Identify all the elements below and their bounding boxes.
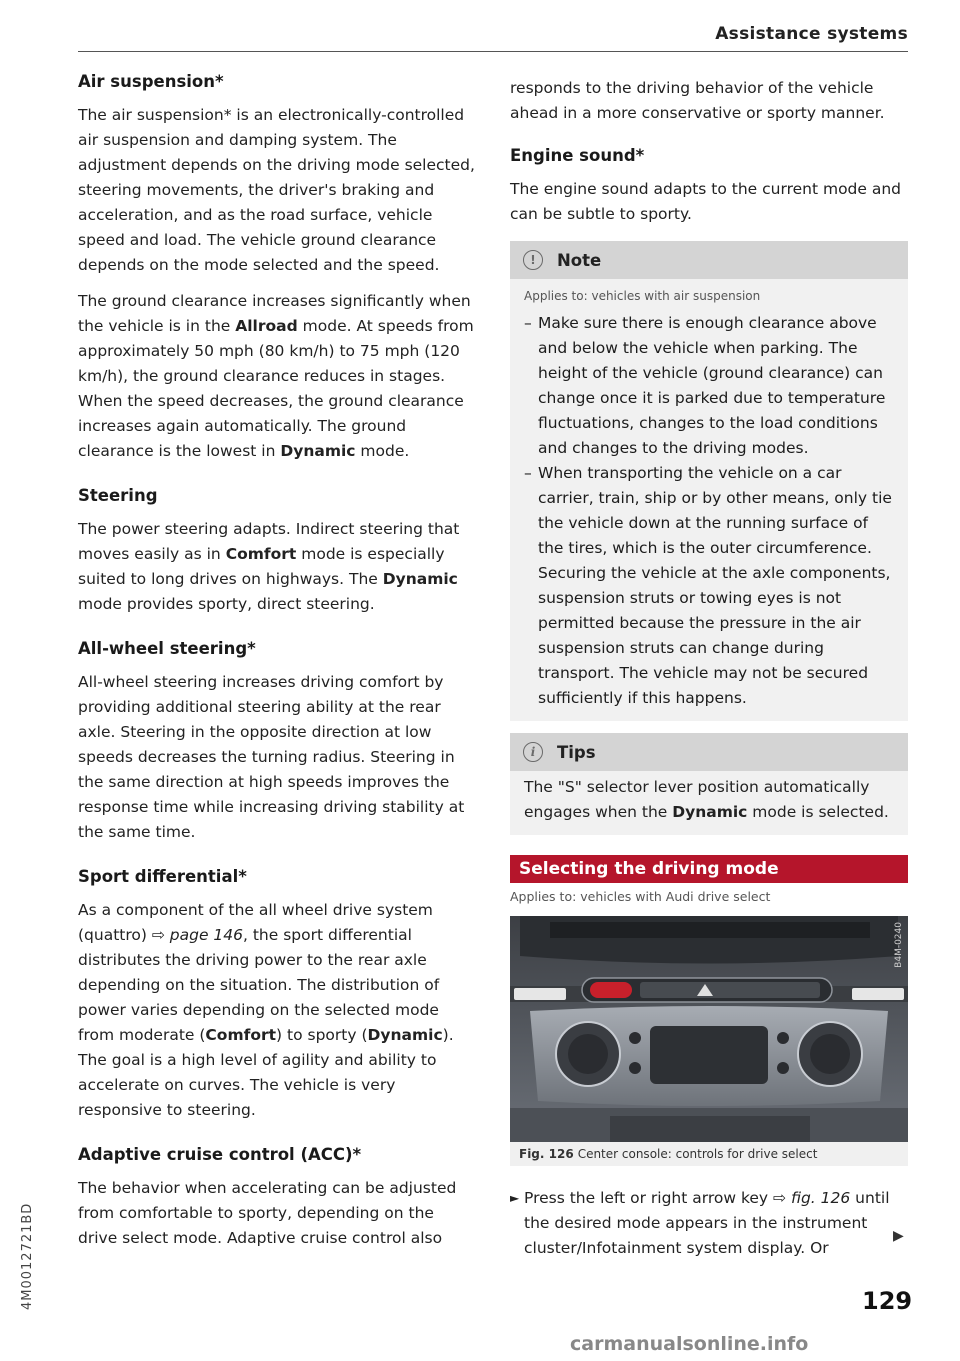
note-header	[510, 241, 908, 279]
section-air-suspension	[78, 70, 478, 464]
heading-air-suspension: Air suspension*	[78, 72, 224, 91]
heading-sport-differential: Sport differential*	[78, 867, 247, 886]
paragraph: The engine sound adapts to the current mode and can be subtle to sporty.	[510, 180, 902, 223]
heading-all-wheel-steering: All-wheel steering*	[78, 639, 256, 658]
heading-engine-sound: Engine sound*	[510, 146, 645, 165]
note-title: Note	[557, 250, 602, 270]
section-sport-differential	[78, 865, 478, 1123]
tips-title: Tips	[557, 742, 596, 762]
heading-acc: Adaptive cruise control (ACC)*	[78, 1145, 362, 1164]
continue-arrow-icon: ▶	[893, 1228, 904, 1244]
figure-code: B4M-0240	[894, 922, 904, 968]
figure-center-console	[510, 916, 908, 1142]
selecting-applies: Applies to: vehicles with Audi drive select	[510, 889, 771, 904]
figure-label: Fig. 126	[519, 1147, 574, 1161]
note-body	[510, 279, 908, 721]
section-engine-sound	[510, 144, 908, 227]
page-number: 129	[862, 1287, 913, 1315]
step-instruction: ► Press the left or right arrow key ⇨ fig. 126 until the desired mode appears in the instrument cluster/Infotainment system display. Or	[510, 1186, 908, 1261]
page-reference-link[interactable]: ⇨ page 146	[151, 926, 243, 944]
paragraph: responds to the driving behavior of the vehicle ahead in a more conservative or sporty manner.	[510, 79, 885, 122]
watermark: carmanualsonline.info	[570, 1333, 809, 1355]
note-list	[524, 311, 894, 711]
figure-caption: Fig. 126 Center console: controls for drive select	[510, 1142, 908, 1166]
tips-box	[510, 733, 908, 835]
list-item: – Make sure there is enough clearance above and below the vehicle when parking. The height of the vehicle (ground clearance) can change once it is parked due to temperature fluctuations, changes to the load conditions and changes to the driving modes.	[524, 311, 894, 461]
paragraph: All-wheel steering increases driving comfort by providing additional steering ability at the rear axle. Steering in the opposite direction at low speeds decreases the turning radius. Steering in the same direction at high speeds improves the response time while increasing driving stability at the same time.	[78, 673, 465, 841]
page-header-title: Assistance systems	[715, 24, 908, 44]
step-triangle-icon: ►	[510, 1191, 520, 1205]
side-document-code: 4M0012721BD	[20, 1202, 35, 1310]
left-column	[78, 70, 478, 1262]
note-applies: Applies to: vehicles with air suspension	[524, 289, 761, 303]
paragraph: The ground clearance increases significantly when the vehicle is in the Allroad mode. At speeds from approximately 50 mph (80 km/h) to 75 mph (120 km/h), the ground clearance reduces in stages. When the speed decreases, the ground clearance increases again automatically. The ground clearance is the lowest in Dynamic mode.	[78, 292, 474, 460]
section-acc	[78, 1143, 478, 1251]
tips-header	[510, 733, 908, 771]
note-box	[510, 241, 908, 721]
center-console-illustration	[510, 916, 908, 1142]
heading-steering: Steering	[78, 486, 158, 505]
header-rule	[78, 51, 908, 52]
paragraph: The air suspension* is an electronically-controlled air suspension and damping system. The adjustment depends on the driving mode selected, steering movements, the driver's braking and acceleration, and as the road surface, vehicle speed and load. The vehicle ground clearance depends on the mode selected and the speed.	[78, 106, 475, 274]
section-all-wheel-steering	[78, 637, 478, 845]
paragraph: The "S" selector lever position automatically engages when the Dynamic mode is selected.	[524, 778, 889, 821]
tips-body	[510, 771, 908, 835]
paragraph: The behavior when accelerating can be adjusted from comfortable to sporty, depending on the drive select mode. Adaptive cruise control also	[78, 1179, 457, 1247]
list-item: – When transporting the vehicle on a car carrier, train, ship or by other means, only tie the vehicle down at the running surface of the tires, which is the outer circumference. Securing the vehicle at the axle components, suspension struts or towing eyes is not permitted because the pressure in the air suspension struts can change during transport. The vehicle may not be secured sufficiently if this happens.	[524, 461, 894, 711]
paragraph: As a component of the all wheel drive system (quattro) ⇨ page 146, the sport differential distributes the driving power to the rear axle depending on the situation. The distribution of power varies depending on the selected mode from moderate (Comfort) to sporty (Dynamic). The goal is a high level of agility and ability to accelerate on curves. The vehicle is very responsive to steering.	[78, 901, 454, 1119]
right-column	[510, 76, 908, 1261]
figure-reference-link[interactable]: ⇨ fig. 126	[773, 1189, 851, 1207]
section-heading-selecting-driving-mode: Selecting the driving mode	[510, 855, 908, 883]
exclamation-circle-icon: !	[523, 250, 543, 270]
paragraph: The power steering adapts. Indirect steering that moves easily as in Comfort mode is especially suited to long drives on highways. The Dynamic mode provides sporty, direct steering.	[78, 520, 460, 613]
info-circle-icon: i	[523, 742, 543, 762]
section-steering	[78, 484, 478, 617]
